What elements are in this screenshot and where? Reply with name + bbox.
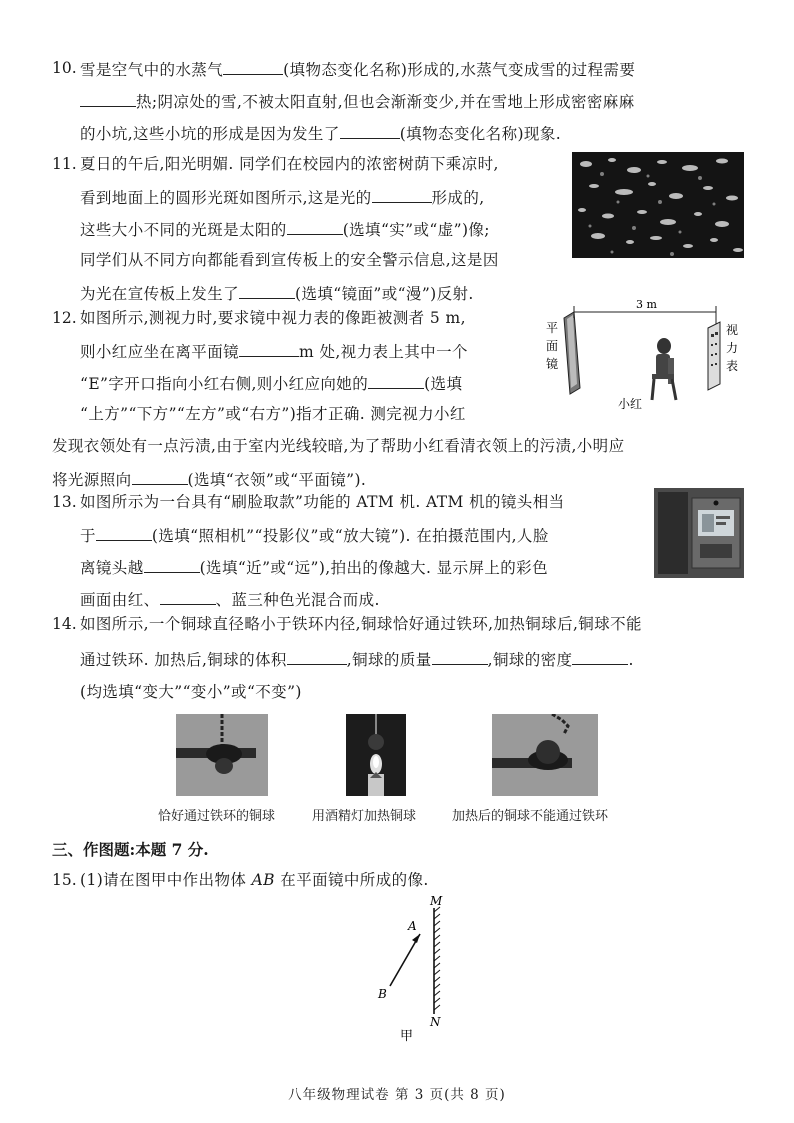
person-label: 小红	[618, 397, 643, 411]
answer-blank[interactable]	[340, 122, 400, 139]
vision-test-diagram	[540, 298, 750, 416]
heating-ball-photo	[346, 714, 406, 796]
answer-blank[interactable]	[287, 218, 343, 235]
q10-text: 热;阴凉处的雪,不被太阳直射,但也会渐渐变少,并在雪地上形成密密麻麻	[136, 93, 635, 111]
q12-line4: “上方”“下方”“左方”或“右方”)指才正确. 测完视力小红	[80, 405, 466, 423]
q10-text: (填物态变化名称)形成的,水蒸气变成雪的过程需要	[283, 61, 636, 79]
q10-line2	[80, 90, 635, 112]
answer-blank[interactable]	[96, 524, 152, 541]
q15-text: 在平面镜中所成的像.	[274, 871, 429, 889]
chart-label-2: 力	[726, 341, 739, 355]
q12-text: 则小红应坐在离平面镜	[80, 343, 240, 361]
q15-text: AB	[251, 871, 275, 889]
q12-text: (选填	[424, 375, 463, 393]
q11-text: 这些大小不同的光斑是太阳的	[80, 221, 287, 239]
q10-line1	[80, 58, 635, 80]
eye-chart-shape	[708, 322, 720, 390]
answer-blank[interactable]	[287, 648, 347, 665]
arrow-head	[412, 934, 420, 943]
q10-number: 10.	[52, 59, 77, 77]
q12-line6	[52, 468, 366, 490]
q11-line3	[80, 218, 490, 240]
q10-text: 雪是空气中的水蒸气	[80, 61, 224, 79]
q11-text: 形成的,	[431, 189, 485, 207]
person-xiaohong	[652, 338, 676, 400]
q12-line2	[80, 340, 468, 362]
answer-blank[interactable]	[239, 282, 295, 299]
answer-blank[interactable]	[368, 372, 424, 389]
q12-text: (选填“衣领”或“平面镜”).	[187, 471, 367, 489]
q12-text: m 处,视力表上其中一个	[299, 343, 468, 361]
label-m: M	[430, 894, 443, 908]
q12-text: 将光源照向	[52, 471, 132, 489]
q11-line1: 夏日的午后,阳光明媚. 同学们在校园内的浓密树荫下乘凉时,	[80, 155, 499, 173]
q11-line4: 同学们从不同方向都能看到宣传板上的安全警示信息,这是因	[80, 251, 499, 269]
q14-text: ,铜球的密度	[487, 651, 573, 669]
q11-line5	[80, 282, 474, 304]
label-a: A	[408, 919, 417, 933]
q13-text: 于	[80, 527, 96, 545]
q14-text: 通过铁环. 加热后,铜球的体积	[80, 651, 287, 669]
q14-line3: (均选填“变大”“变小”或“不变”)	[80, 683, 302, 701]
answer-blank[interactable]	[432, 648, 488, 665]
q13-line2	[80, 524, 549, 546]
answer-blank[interactable]	[160, 588, 216, 605]
q11-text: (选填“实”或“虚”)像;	[342, 221, 490, 239]
q14-text: ,铜球的质量	[346, 651, 432, 669]
q12-text: “E”字开口指向小红右侧,则小红应向她的	[80, 375, 369, 393]
mirror-label-2: 面	[546, 339, 559, 353]
q12-line5: 发现衣领处有一点污渍,由于室内光线较暗,为了帮助小红看清衣领上的污渍,小明应	[52, 437, 625, 455]
light-spots-photo	[572, 152, 744, 258]
answer-blank[interactable]	[223, 58, 283, 75]
label-b: B	[378, 987, 387, 1001]
q11-line2	[80, 186, 485, 208]
q11-text: (选填“镜面”或“漫”)反射.	[295, 285, 474, 303]
q12-line3	[80, 372, 462, 394]
caption-2: 用酒精灯加热铜球	[312, 809, 417, 824]
answer-blank[interactable]	[239, 340, 299, 357]
q13-text: 离镜头越	[80, 559, 144, 577]
q10-line3	[80, 122, 561, 144]
answer-blank[interactable]	[144, 556, 200, 573]
mirror-label-3: 镜	[546, 357, 559, 371]
q12-line1: 如图所示,测视力时,要求镜中视力表的像距被测者 5 m,	[80, 309, 466, 327]
section-heading: 三、作图题:本题 7 分.	[52, 840, 209, 859]
q13-number: 13.	[52, 493, 77, 511]
answer-blank[interactable]	[80, 90, 136, 107]
q13-text: (选填“照相机”“投影仪”或“放大镜”). 在拍摄范围内,人脸	[151, 527, 549, 545]
q11-text: 看到地面上的圆形光斑如图所示,这是光的	[80, 189, 372, 207]
q14-line1: 如图所示,一个铜球直径略小于铁环内径,铜球恰好通过铁环,加热铜球后,铜球不能	[80, 615, 642, 633]
figure-jia[interactable]	[366, 894, 466, 1044]
chart-label-1: 视	[726, 323, 739, 337]
answer-blank[interactable]	[572, 648, 628, 665]
q14-text: .	[628, 651, 634, 669]
q10-text: (填物态变化名称)现象.	[399, 125, 562, 143]
caption-3: 加热后的铜球不能通过铁环	[452, 809, 609, 824]
q14-number: 14.	[52, 615, 77, 633]
answer-blank[interactable]	[132, 468, 188, 485]
q13-line4	[80, 588, 380, 610]
q13-line1: 如图所示为一台具有“刷脸取款”功能的 ATM 机. ATM 机的镜头相当	[80, 493, 565, 511]
figure-caption: 甲	[400, 1029, 414, 1044]
label-n: N	[430, 1015, 441, 1029]
q11-text: 为光在宣传板上发生了	[80, 285, 240, 303]
q10-text: 的小坑,这些小坑的形成是因为发生了	[80, 125, 340, 143]
q15-text: (1)请在图甲中作出物体	[80, 871, 252, 889]
mirror-label-1: 平	[546, 321, 559, 335]
ball-passing-ring-photo	[176, 714, 268, 796]
q11-number: 11.	[52, 155, 77, 173]
distance-label: 3 m	[636, 298, 657, 311]
q13-text: 画面由红、	[80, 591, 160, 609]
answer-blank[interactable]	[372, 186, 432, 203]
atm-photo	[654, 488, 744, 578]
q15-number: 15.	[52, 871, 77, 889]
q14-line2	[80, 648, 634, 670]
ball-not-passing-photo	[492, 714, 598, 796]
mirror-hatching	[434, 907, 440, 1010]
q13-text: 、蓝三种色光混合而成.	[215, 591, 380, 609]
page-footer: 八年级物理试卷 第 3 页(共 8 页)	[288, 1087, 506, 1103]
caption-1: 恰好通过铁环的铜球	[158, 809, 276, 824]
q15-line1	[80, 870, 429, 890]
chart-label-3: 表	[726, 359, 739, 373]
q12-number: 12.	[52, 309, 77, 327]
q13-line3	[80, 556, 548, 578]
q13-text: (选填“近”或“远”),拍出的像越大. 显示屏上的彩色	[199, 559, 548, 577]
